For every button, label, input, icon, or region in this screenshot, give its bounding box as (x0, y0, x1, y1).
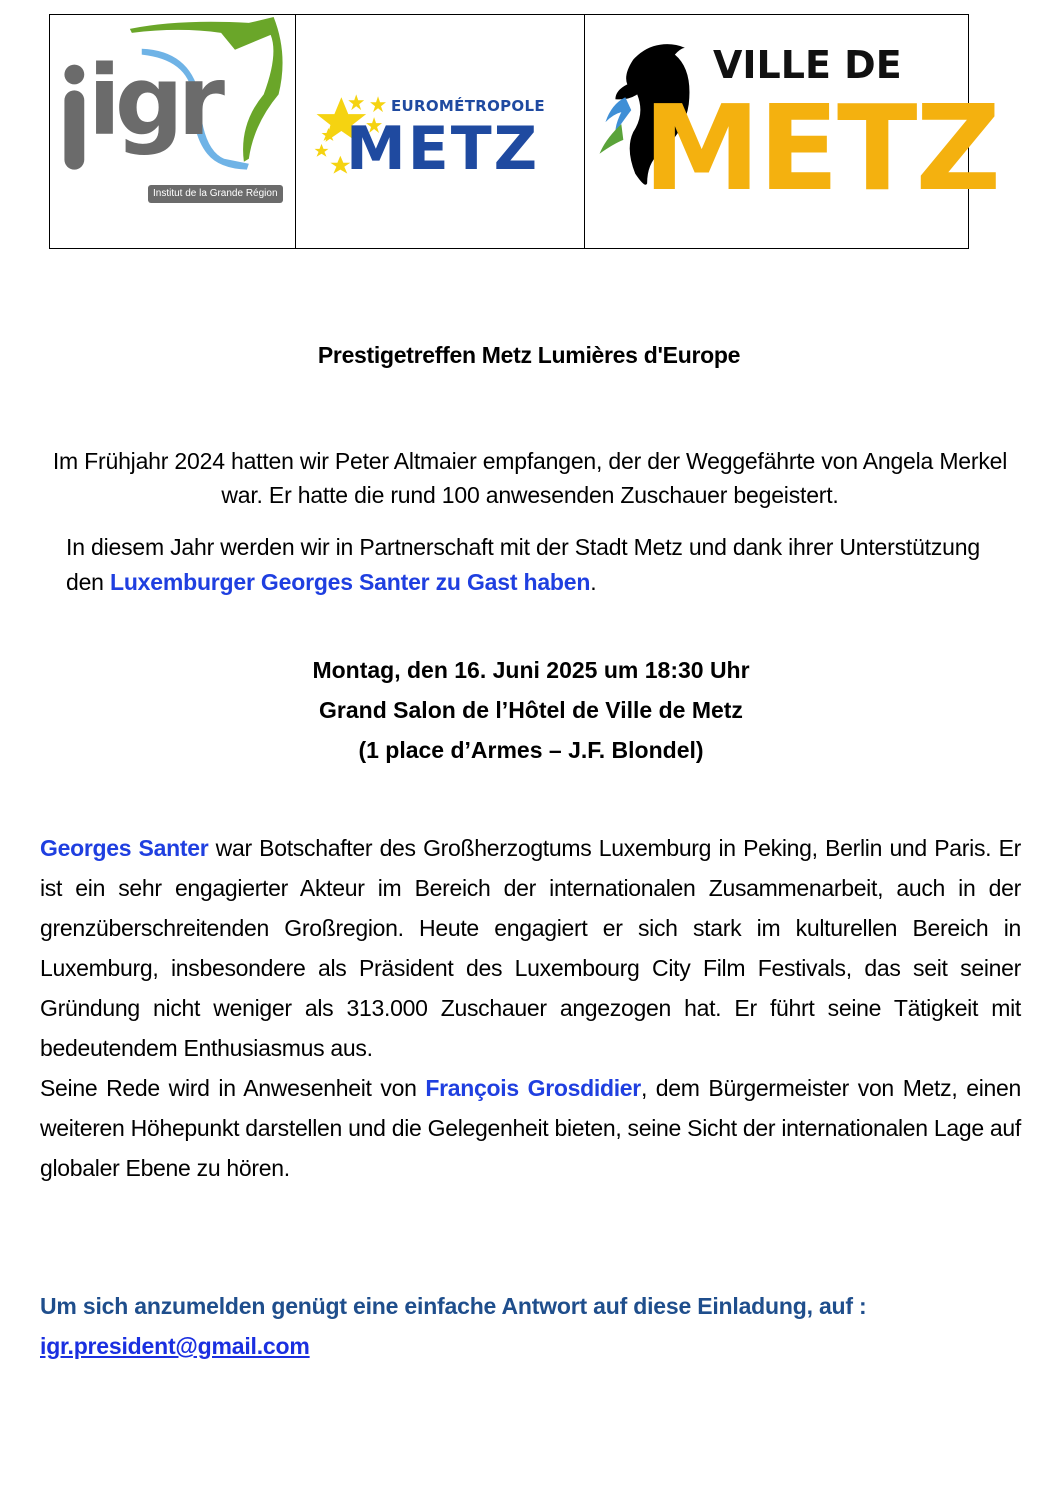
eurometropole-metz-label: METZ (346, 114, 540, 184)
intro-paragraph-2 (66, 530, 1006, 600)
ville-metz-label: METZ (643, 79, 1000, 217)
igr-wordmark: igr (88, 45, 219, 157)
event-venue: Grand Salon de l’Hôtel de Ville de Metz (319, 697, 743, 723)
email-link[interactable]: igr.president@gmail.com (40, 1333, 310, 1359)
intro-period: . (590, 569, 597, 595)
igr-logo (50, 15, 296, 248)
event-details (0, 650, 1058, 770)
ville-de-metz-logo (585, 15, 1000, 248)
logo-banner (49, 14, 1000, 249)
bio-text: war Botschafter des Großherzogtums Luxemburg in Peking, Berlin und Paris. Er ist ein sehr engagierter Akteur im Bereich der internationalen Zusammenarbeit, auch in der grenzüberschreitenden Großregion. Heute engagiert er sich stark im kulturellen Bereich in Luxemburg, insbesondere als Präsident des Luxembourg City Film Festivals, das seit seiner Gründung nicht weniger als 313.000 Zuschauer angezogen hat. Er führt seine Tätigkeit mit bedeutendem Enthusiasmus aus. (40, 835, 1021, 1061)
registration-text: Um sich anzumelden genügt eine einfache Antwort auf diese Einladung, auf : (40, 1293, 867, 1319)
igr-subtitle: Institut de la Grande Région (148, 185, 283, 203)
eurometropole-metz-logo (296, 15, 585, 248)
registration-section (40, 1286, 1021, 1366)
intro-text: In diesem Jahr werden wir in Partnerschaft mit der Stadt Metz und dank ihrer Unterstützung den (66, 534, 980, 595)
guest-highlight: Luxemburger Georges Santer zu Gast haben (109, 569, 591, 595)
speaker-bio (40, 828, 1021, 1188)
bio-text-2b: , dem Bürgermeister von Metz, einen weiteren Höhepunkt darstellen und die Gelegenheit bieten, seine Sicht der internationalen Lage auf globaler Ebene zu hören. (40, 1075, 1021, 1181)
ville-de-label: VILLE DE (713, 43, 902, 87)
bio-text-2a: Seine Rede wird in Anwesenheit von (40, 1075, 426, 1101)
intro-paragraph-1: Im Frühjahr 2024 hatten wir Peter Altmaier empfangen, der der Weggefährte von Angela Merkel war. Er hatte die rund 100 anwesenden Zuschauer begeistert. (52, 448, 1008, 508)
bio-paragraph-2 (40, 1068, 1021, 1188)
bio-paragraph-1 (40, 828, 1021, 1068)
page-title: Prestigetreffen Metz Lumières d'Europe (317, 342, 741, 368)
speaker-name: Georges Santer (40, 835, 209, 861)
eurometropole-label: EUROMÉTROPOLE (391, 97, 545, 115)
mayor-name: François Grosdidier (425, 1075, 641, 1101)
event-address: (1 place d’Armes – J.F. Blondel) (358, 737, 704, 763)
event-date-time: Montag, den 16. Juni 2025 um 18:30 Uhr (312, 657, 750, 683)
